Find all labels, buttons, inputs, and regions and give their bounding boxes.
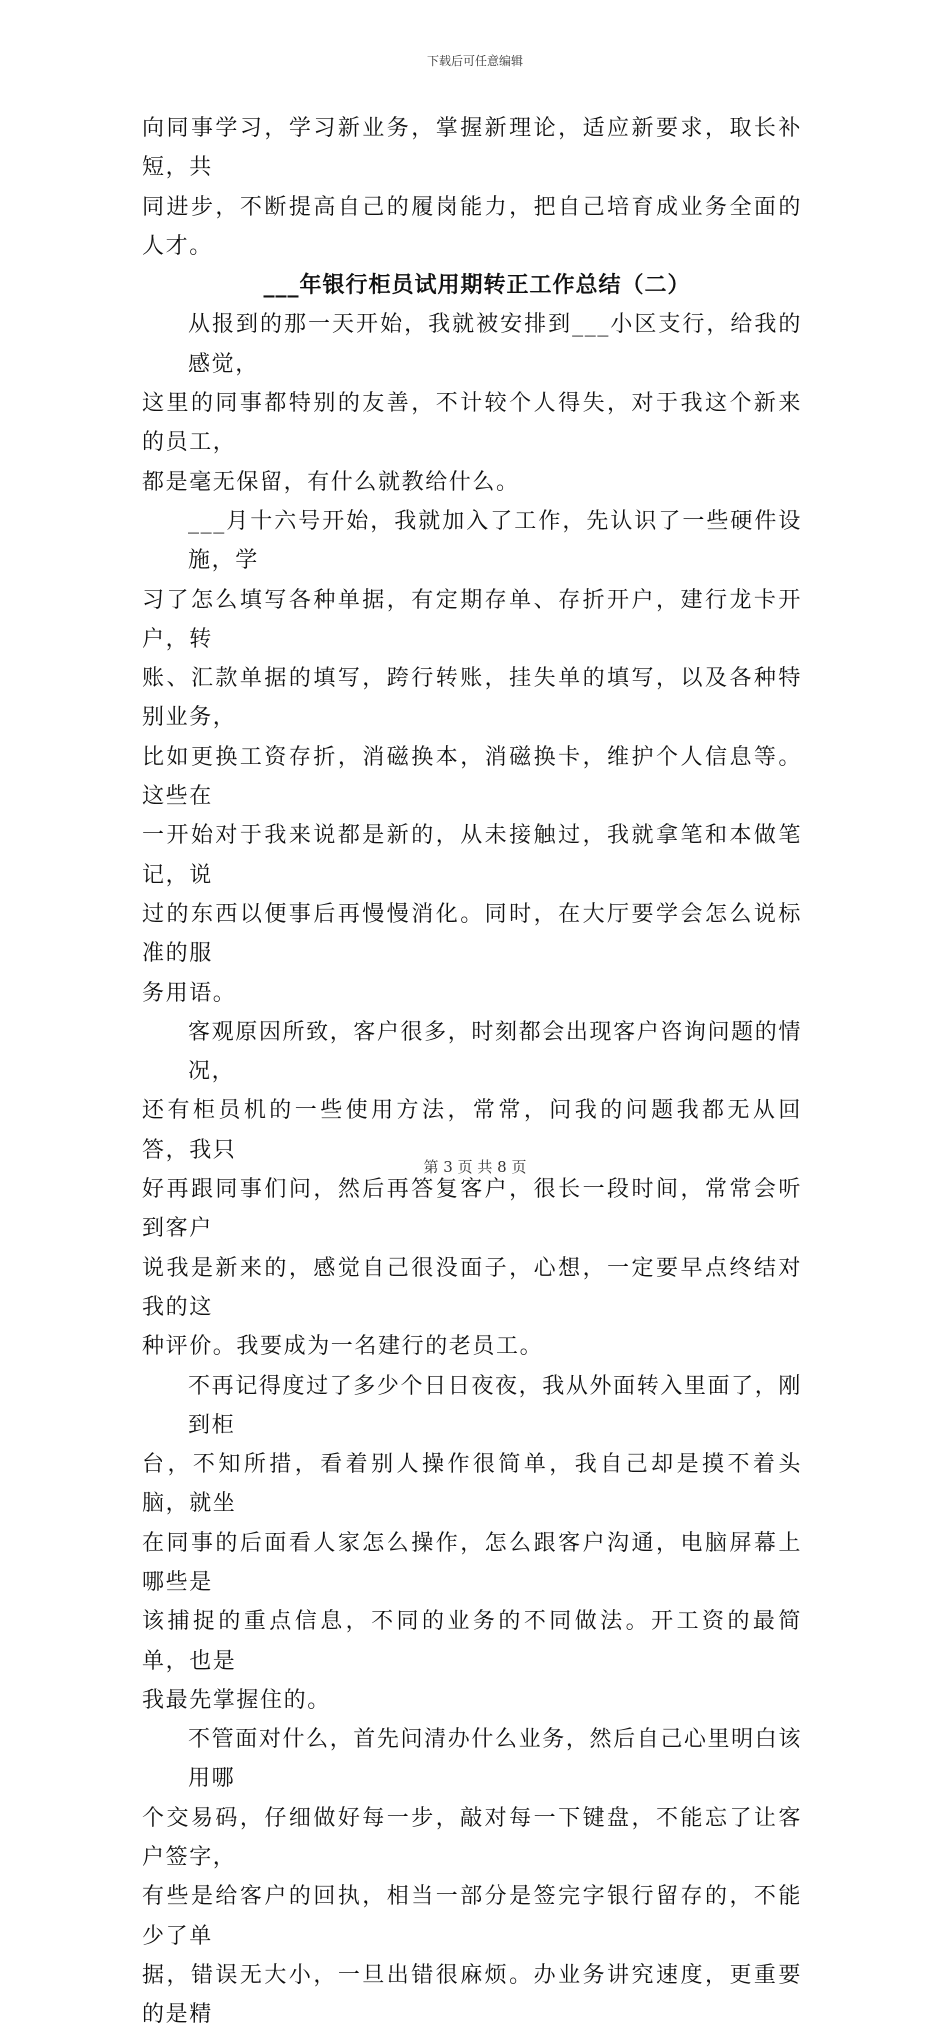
paragraph — [142, 305, 802, 501]
text-line: 都是毫无保留，有什么就教给什么。 — [142, 469, 520, 495]
text-line: 同进步，不断提高自己的履岗能力，把自己培育成业务全面的人才。 — [142, 194, 802, 259]
text-line: 过的东西以便事后再慢慢消化。同时，在大厅要学会怎么说标准的服 — [142, 901, 802, 967]
text-line: 有些是给客户的回执，相当一部分是签完字银行留存的，不能少了单 — [142, 1884, 802, 1949]
text-line: 该捕捉的重点信息，不同的业务的不同做法。开工资的最简单，也是 — [142, 1609, 802, 1674]
text-line: 还有柜员机的一些使用方法，常常，问我的问题我都无从回答，我只 — [142, 1098, 802, 1163]
paragraph — [142, 502, 802, 1013]
text-line: 不管面对什么，首先问清办什么业务，然后自己心里明白该用哪 — [188, 1727, 802, 1792]
text-line: 在同事的后面看人家怎么操作，怎么跟客户沟通，电脑屏幕上哪些是 — [142, 1530, 802, 1595]
text-line: 不再记得度过了多少个日日夜夜，我从外面转入里面了，刚到柜 — [188, 1373, 802, 1438]
text-line: 账、汇款单据的填写，跨行转账，挂失单的填写，以及各种特别业务， — [142, 666, 802, 731]
section-title: ___年银行柜员试用期转正工作总结（二） — [263, 272, 691, 299]
document-body — [142, 109, 802, 2035]
text-line: 向同事学习，学习新业务，掌握新理论，适应新要求，取长补短，共 — [142, 116, 802, 181]
text-line: 台，不知所措，看着别人操作很简单，我自己却是摸不着头脑，就坐 — [142, 1452, 802, 1517]
text-line: 从报到的那一天开始，我就被安排到___小区支行，给我的感觉， — [188, 312, 802, 377]
text-line: 个交易码，仔细做好每一步，敲对每一下键盘，不能忘了让客户签字， — [142, 1805, 802, 1871]
text-line: 一开始对于我来说都是新的，从未接触过，我就拿笔和本做笔记，说 — [142, 823, 802, 888]
text-line: 务用语。 — [142, 980, 237, 1006]
text-line: 习了怎么填写各种单据，有定期存单、存折开户，建行龙卡开户，转 — [142, 587, 802, 652]
text-line: 种评价。我要成为一名建行的老员工。 — [142, 1334, 544, 1360]
text-line: 说我是新来的，感觉自己很没面子，心想，一定要早点终结对我的这 — [142, 1255, 802, 1320]
text-line: ___月十六号开始，我就加入了工作，先认识了一些硬件设施，学 — [188, 508, 802, 574]
paragraph — [142, 1720, 802, 2034]
text-line: 比如更换工资存折，消磁换本，消磁换卡，维护个人信息等。这些在 — [142, 744, 802, 810]
text-line: 这里的同事都特别的友善，不计较个人得失，对于我这个新来的员工， — [142, 391, 802, 456]
paragraph-continued — [142, 109, 802, 266]
paragraph — [142, 1013, 802, 1367]
text-line: 好再跟同事们问，然后再答复客户，很长一段时间，常常会听到客户 — [142, 1177, 802, 1242]
text-line: 据，错误无大小，一旦出错很麻烦。办业务讲究速度，更重要的是精 — [142, 1962, 802, 2028]
text-line: 我最先掌握住的。 — [142, 1687, 331, 1713]
page-number: 第 3 页 共 8 页 — [423, 1158, 527, 1176]
page-header: 下载后可任意编辑 — [426, 54, 523, 68]
text-line: 客观原因所致，客户很多，时刻都会出现客户咨询问题的情况， — [188, 1019, 802, 1085]
paragraph — [142, 1367, 802, 1721]
